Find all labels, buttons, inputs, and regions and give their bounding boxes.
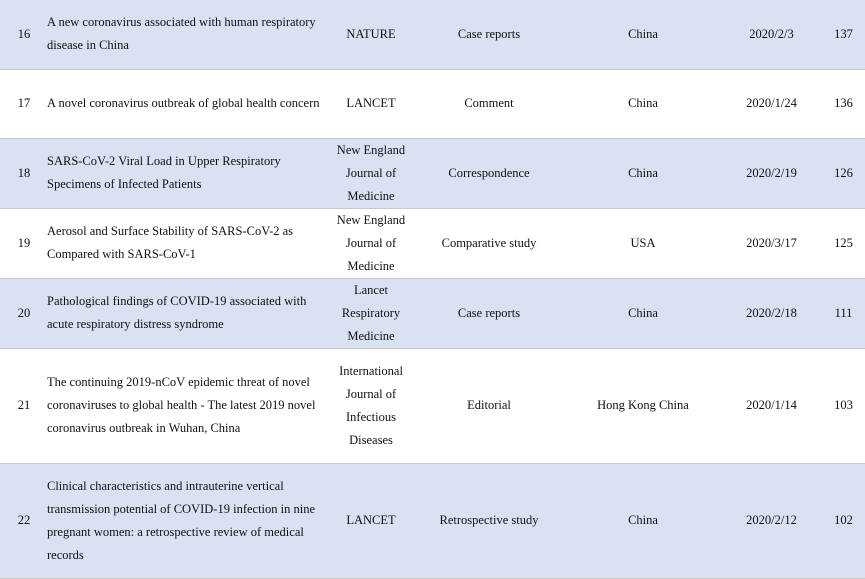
table-row bbox=[0, 208, 865, 278]
table-row bbox=[0, 69, 865, 138]
journal-cell: New England Journal of Medicine bbox=[329, 138, 413, 208]
table-row bbox=[0, 278, 865, 348]
citations-cell: 111 bbox=[822, 278, 865, 348]
date-cell: 2020/1/24 bbox=[746, 96, 797, 110]
country-cell: China bbox=[565, 278, 721, 348]
rank-cell: 19 bbox=[17, 235, 31, 250]
journal-cell: International Journal of Infectious Diseases bbox=[339, 363, 403, 447]
title-cell: A new coronavirus associated with human respiratory disease in China bbox=[46, 0, 329, 69]
table-row bbox=[0, 0, 865, 69]
rank-cell: 16 bbox=[0, 0, 46, 69]
citations-cell: 137 bbox=[822, 0, 865, 69]
type-cell: Comment bbox=[464, 96, 514, 110]
journal-cell: Lancet Respiratory Medicine bbox=[329, 278, 413, 348]
date-cell: 2020/2/12 bbox=[721, 463, 822, 578]
type-cell: Case reports bbox=[413, 0, 565, 69]
country-cell: Hong Kong China bbox=[597, 398, 689, 412]
country-cell: China bbox=[565, 0, 721, 69]
journal-cell: NATURE bbox=[329, 0, 413, 69]
country-cell: China bbox=[565, 463, 721, 578]
citations-cell: 102 bbox=[822, 463, 865, 578]
title-cell: Aerosol and Surface Stability of SARS-CoV-2 as Compared with SARS-CoV-1 bbox=[47, 224, 294, 261]
date-cell: 2020/1/14 bbox=[746, 398, 797, 412]
table-row bbox=[0, 138, 865, 208]
title-cell: SARS-CoV-2 Viral Load in Upper Respiratory Specimens of Infected Patients bbox=[46, 138, 329, 208]
rank-cell: 17 bbox=[17, 96, 31, 110]
table-row bbox=[0, 463, 865, 578]
title-cell: Clinical characteristics and intrauterine vertical transmission potential of COVID-19 infection in nine pregnant women: a retrospective review of medical records bbox=[46, 463, 329, 578]
country-cell: USA bbox=[630, 235, 656, 250]
rank-cell: 21 bbox=[17, 398, 31, 412]
citations-cell: 136 bbox=[834, 96, 853, 110]
type-cell: Editorial bbox=[467, 398, 511, 412]
journal-cell: New England Journal of Medicine bbox=[336, 212, 406, 273]
citations-cell: 126 bbox=[822, 138, 865, 208]
type-cell: Case reports bbox=[413, 278, 565, 348]
date-cell: 2020/2/18 bbox=[721, 278, 822, 348]
rank-cell: 22 bbox=[0, 463, 46, 578]
title-cell: A novel coronavirus outbreak of global health concern bbox=[47, 96, 320, 110]
type-cell: Retrospective study bbox=[413, 463, 565, 578]
rank-cell: 18 bbox=[0, 138, 46, 208]
date-cell: 2020/2/19 bbox=[721, 138, 822, 208]
journal-cell: LANCET bbox=[329, 463, 413, 578]
citations-cell: 125 bbox=[834, 235, 853, 250]
country-cell: China bbox=[565, 138, 721, 208]
title-cell: Pathological findings of COVID-19 associated with acute respiratory distress syndrome bbox=[46, 278, 329, 348]
rank-cell: 20 bbox=[0, 278, 46, 348]
date-cell: 2020/3/17 bbox=[746, 235, 797, 250]
journal-cell: LANCET bbox=[346, 96, 396, 110]
type-cell: Correspondence bbox=[413, 138, 565, 208]
citations-cell: 103 bbox=[834, 398, 853, 412]
title-cell: The continuing 2019-nCoV epidemic threat of novel coronaviruses to global health - The latest 2019 novel coronavirus outbreak in Wuhan, China bbox=[47, 375, 316, 435]
date-cell: 2020/2/3 bbox=[721, 0, 822, 69]
country-cell: China bbox=[628, 96, 658, 110]
table-row bbox=[0, 348, 865, 463]
type-cell: Comparative study bbox=[441, 235, 537, 250]
